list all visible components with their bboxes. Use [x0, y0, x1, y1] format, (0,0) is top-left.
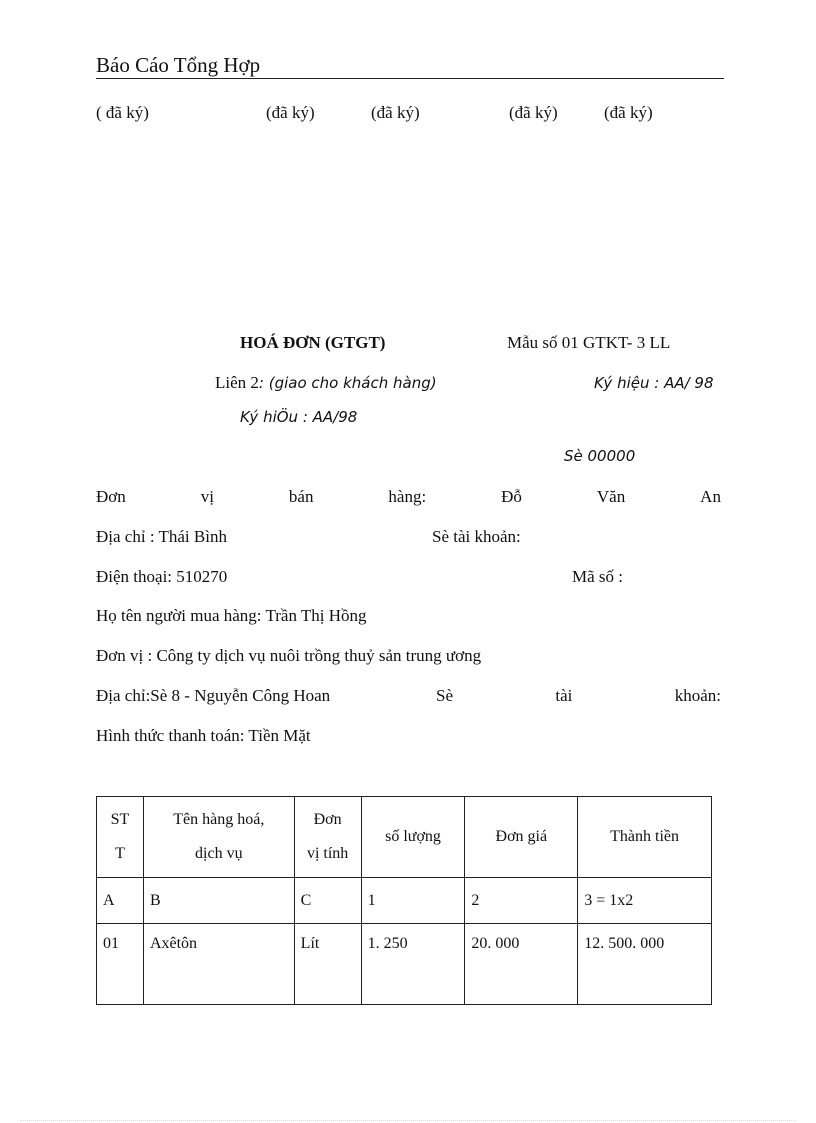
page-header-title: Báo Cáo Tổng Hợp	[96, 53, 261, 77]
invoice-items-table	[96, 796, 712, 1005]
header-unit: Đơn vị tính	[294, 797, 361, 878]
table-cell: 01	[97, 924, 144, 1005]
buyer-account-line	[436, 686, 721, 706]
buyer-account-word: tài	[555, 686, 573, 705]
table-header-row	[97, 797, 712, 878]
header-unit-price: Đơn giá	[465, 797, 578, 878]
seller-phone: Điện thoại: 510270	[96, 567, 228, 586]
buyer-address: Địa chỉ:Sè 8 - Nguyễn Công Hoan	[96, 686, 331, 705]
invoice-symbol-left: Ký hiÖu : AA/98	[240, 408, 358, 426]
buyer-unit: Đơn vị : Công ty dịch vụ nuôi trồng thuỷ sản trung ương	[96, 646, 482, 665]
seller-word: hàng:	[388, 487, 427, 506]
seller-account-label: Sè tài khoản:	[432, 527, 521, 546]
invoice-title: HOÁ ĐƠN (GTGT)	[240, 333, 386, 352]
invoice-copy-line	[215, 373, 437, 393]
table-cell: 12. 500. 000	[578, 924, 712, 1005]
invoice-symbol-right: Ký hiệu : AA/ 98	[594, 374, 714, 392]
seller-name-line	[96, 487, 721, 507]
table-row	[97, 924, 712, 1005]
page-bottom-edge	[20, 1120, 796, 1121]
seller-word: Đơn	[96, 487, 126, 506]
table-cell: Axêtôn	[143, 924, 294, 1005]
table-cell: 1. 250	[361, 924, 465, 1005]
buyer-account-word: khoản:	[674, 686, 721, 705]
signature-3: (đã ký)	[371, 103, 420, 122]
seller-word: Văn	[596, 487, 626, 506]
seller-word: vị	[200, 487, 214, 506]
seller-word: Đỗ	[501, 487, 522, 506]
header-divider	[96, 78, 724, 79]
table-code-row	[97, 878, 712, 924]
seller-address: Địa chỉ : Thái Bình	[96, 527, 227, 546]
payment-method: Hình thức thanh toán: Tiền Mặt	[96, 726, 311, 745]
signature-2: (đã ký)	[266, 103, 315, 122]
invoice-copy-note: : (giao cho khách hàng)	[258, 374, 437, 392]
table-cell: 3 = 1x2	[578, 878, 712, 924]
table-cell: 20. 000	[465, 924, 578, 1005]
table-cell: B	[143, 878, 294, 924]
table-cell: 1	[361, 878, 465, 924]
invoice-form-number: Mẫu số 01 GTKT- 3 LL	[507, 333, 671, 352]
buyer-account-word: Sè	[436, 686, 453, 705]
table-cell: A	[97, 878, 144, 924]
invoice-copy-label: Liên 2	[215, 373, 259, 392]
seller-tax-code-label: Mã số :	[572, 567, 623, 586]
header-quantity: số lượng	[361, 797, 465, 878]
header-stt: ST T	[97, 797, 144, 878]
seller-word: bán	[288, 487, 314, 506]
seller-word: An	[700, 487, 721, 506]
header-product-name: Tên hàng hoá, dịch vụ	[143, 797, 294, 878]
table-cell: Lít	[294, 924, 361, 1005]
invoice-number: Sè 00000	[564, 447, 636, 465]
signature-5: (đã ký)	[604, 103, 653, 122]
signature-1: ( đã ký)	[96, 103, 149, 122]
table-cell: C	[294, 878, 361, 924]
table-cell: 2	[465, 878, 578, 924]
header-amount: Thành tiền	[578, 797, 712, 878]
buyer-name: Họ tên người mua hàng: Trần Thị Hồng	[96, 606, 367, 625]
signature-4: (đã ký)	[509, 103, 558, 122]
